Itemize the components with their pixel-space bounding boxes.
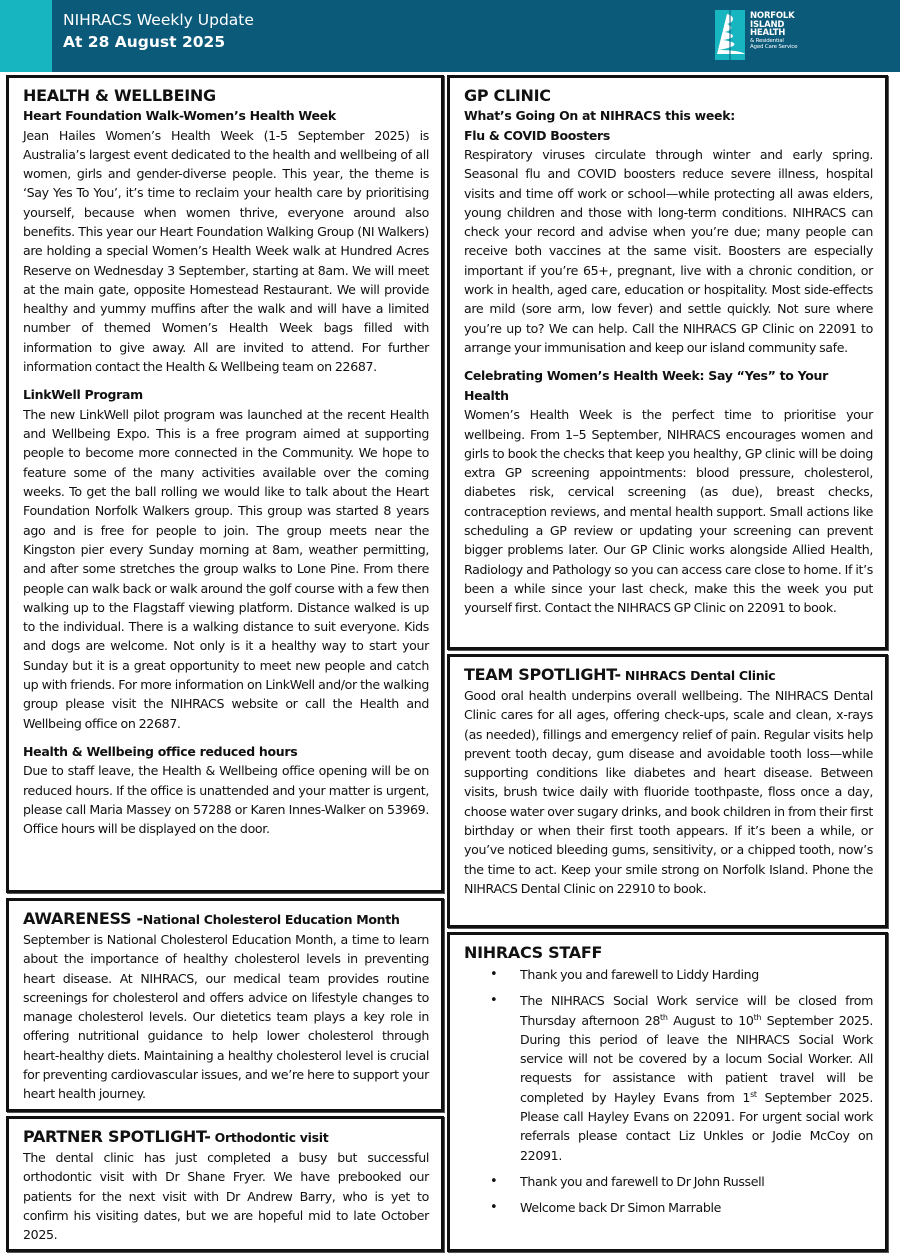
newsletter-date: At 28 August 2025	[63, 33, 226, 51]
gp-clinic-section	[447, 75, 888, 650]
article-title: LinkWell Program	[23, 387, 143, 403]
staff-list-item: • Thank you and farewell to Dr John Russell	[464, 1172, 873, 1191]
section-subheading: National Cholesterol Education Month	[142, 912, 400, 927]
logo-text: NORFOLK ISLAND HEALTH & Residential Aged Care Service	[750, 11, 798, 50]
article-title: Health & Wellbeing office reduced hours	[23, 743, 298, 759]
health-wellbeing-section	[6, 75, 444, 893]
header-title-block	[63, 9, 254, 53]
article-title: Flu & COVID Boosters	[464, 127, 611, 143]
section-heading: NIHRACS STAFF	[464, 943, 603, 962]
logo-mark-icon	[715, 10, 745, 60]
awareness-section	[6, 898, 444, 1112]
section-heading: HEALTH & WELLBEING	[23, 86, 216, 105]
section-heading: AWARENESS -National Cholesterol Education Month	[23, 909, 400, 928]
section-subheading: NIHRACS Dental Clinic	[620, 668, 776, 683]
article-body: Jean Hailes Women’s Health Week (1-5 September 2025) is Australia’s largest event dedicated to the health and wellbeing of all women, girls and gender-diverse people. This year, the theme is ‘Say Yes To You’, it’s time to reclaim your health care by prioritising yourself, because when women thrive, everyone around also benefits. This year our Heart Foundation Walking Group (NI Walkers) are holding a special Women’s Health Week walk at Hundred Acres Reserve on Wednesday 3 September, starting at 8am. We will meet at the main gate, opposite Homestead Restaurant. We will provide healthy and yummy muffins after the walk and will have a limited number of themed Women’s Health Week bags filled with information to give away. All are invited to attend. For further information contact the Health & Wellbeing team on 22687.	[23, 127, 429, 375]
section-intro: What’s Going On at NIHRACS this week:	[464, 108, 735, 123]
article-title: Heart Foundation Walk-Women’s Health Week	[23, 108, 336, 123]
article-body: Women’s Health Week is the perfect time to prioritise your wellbeing. From 1–5 September, NIHRACS encourages women and girls to book the checks that keep you healthy, GP clinic will be doing extra GP screening appointments: blood pressure, cholesterol, diabetes risk, cervical screening (as due), breast checks, contraception reviews, and mental health support. Small actions like scheduling a GP review or updating your screening can prevent bigger problems later. Our GP Clinic works alongside Allied Health, Radiology and Pathology so you can access care close to home. If it’s been a while since your last check, make this the week you put yourself first. Contact the NIHRACS GP Clinic on 22091 to book.	[464, 407, 873, 616]
staff-list-item: • The NIHRACS Social Work service will be closed from Thursday afternoon 28th August to 10th September 2025. During this period of leave the NIHRACS Social Work service will not be covered by a locum Social Worker. All requests for assistance with patient travel will be completed by Hayley Evans from 1st September 2025. Please call Hayley Evans on 22091. For urgent social work referrals please contact Liz Unkles or Jodie McCoy on 22091.	[464, 991, 873, 1165]
nihracs-logo	[712, 8, 822, 62]
section-body: Good oral health underpins overall wellbeing. The NIHRACS Dental Clinic cares for all ages, offering check-ups, scale and clean, x-rays (as needed), fillings and emergency relief of pain. Regular visits help prevent tooth decay, gum disease and avoidable tooth loss—while supporting conditions like diabetes and heart disease. Between visits, brush twice daily with fluoride toothpaste, floss once a day, choose water over sugary drinks, and book children in from their first birthday or when their first tooth appears. If it’s been a while, or you’ve noticed bleeding gums, sensitivity, or a chipped tooth, now’s the time to act. Keep your smile strong on Norfolk Island. Phone the NIHRACS Dental Clinic on 22910 to book.	[464, 688, 873, 896]
section-body: September is National Cholesterol Education Month, a time to learn about the importance of healthy cholesterol levels in preventing heart disease. At NIHRACS, our medical team provides routine screenings for cholesterol and offers advice on lifestyle changes to manage cholesterol levels. Our dietetics team plays a key role in offering nutritional guidance to help lower cholesterol through heart-healthy diets. Maintaining a healthy cholesterol level is crucial for preventing cardiovascular issues, and we’re here to support your heart health journey.	[23, 932, 429, 1102]
newsletter-header	[0, 0, 900, 72]
section-heading: PARTNER SPOTLIGHT- Orthodontic visit	[23, 1127, 329, 1146]
partner-spotlight-section	[6, 1116, 444, 1252]
newsletter-title: NIHRACS Weekly Update	[63, 11, 254, 29]
article-body: Respiratory viruses circulate through winter and early spring. Seasonal flu and COVID boosters reduce severe illness, hospital visits and time off work or school—while protecting all awas elders, young children and those with long-term conditions. NIHRACS can check your record and advise when you’re due; many people can receive both vaccines at the same visit. Boosters are especially important if you’re 65+, pregnant, live with a chronic condition, or work in health, aged care, education or hospitality. Most side-effects are mild (sore arm, low fever) and settle quickly. Not sure where you’re up to? We can help. Call the NIHRACS GP Clinic on 22091 to arrange your immunisation and keep our island community safe.	[464, 147, 873, 355]
team-spotlight-section	[447, 654, 888, 928]
section-body: The dental clinic has just completed a busy but successful orthodontic visit with Dr Shane Fryer. We have prebooked our patients for the next visit with Dr Andrew Barry, who is yet to confirm his visiting dates, but we are hopeful mid to late October 2025.	[23, 1150, 429, 1243]
staff-list-item: • Welcome back Dr Simon Marrable	[464, 1198, 873, 1217]
header-accent-bar	[0, 0, 52, 72]
article-body: Due to staff leave, the Health & Wellbeing office opening will be on reduced hours. If the office is unattended and your matter is urgent, please call Maria Massey on 57288 or Karen Innes-Walker on 53969. Office hours will be displayed on the door.	[23, 763, 429, 837]
staff-list	[464, 965, 873, 1218]
article-title: Celebrating Women’s Health Week: Say “Yes” to Your Health	[464, 368, 828, 403]
section-heading: TEAM SPOTLIGHT- NIHRACS Dental Clinic	[464, 665, 776, 684]
section-heading: GP CLINIC	[464, 86, 551, 105]
staff-list-item: • Thank you and farewell to Liddy Harding	[464, 965, 873, 984]
article-body: The new LinkWell pilot program was launched at the recent Health and Wellbeing Expo. This is a free program aimed at supporting people to become more connected in the Community. We hope to feature some of the many activities available over the coming weeks. To get the ball rolling we would like to talk about the Heart Foundation Norfolk Walkers group. This group was started 8 years ago and is free for people to join. The group meets near the Kingston pier every Sunday morning at 8am, weather permitting, and after some stretches the group walks to Lone Pine. From there people can walk back or walk around the golf course with a few then walking up to the Flagstaff viewing platform. Distance walked is up to the individual. There is a walking distance to suit everyone. Kids and dogs are welcome. Not only is it a healthy way to start your Sunday but it is a great opportunity to meet new people and catch up with friends. For more information on LinkWell and/or the walking group please visit the NIHRACS website or call the Health and Wellbeing office on 22687.	[23, 406, 429, 731]
section-subheading: Orthodontic visit	[210, 1130, 329, 1145]
nihracs-staff-section	[447, 932, 888, 1252]
